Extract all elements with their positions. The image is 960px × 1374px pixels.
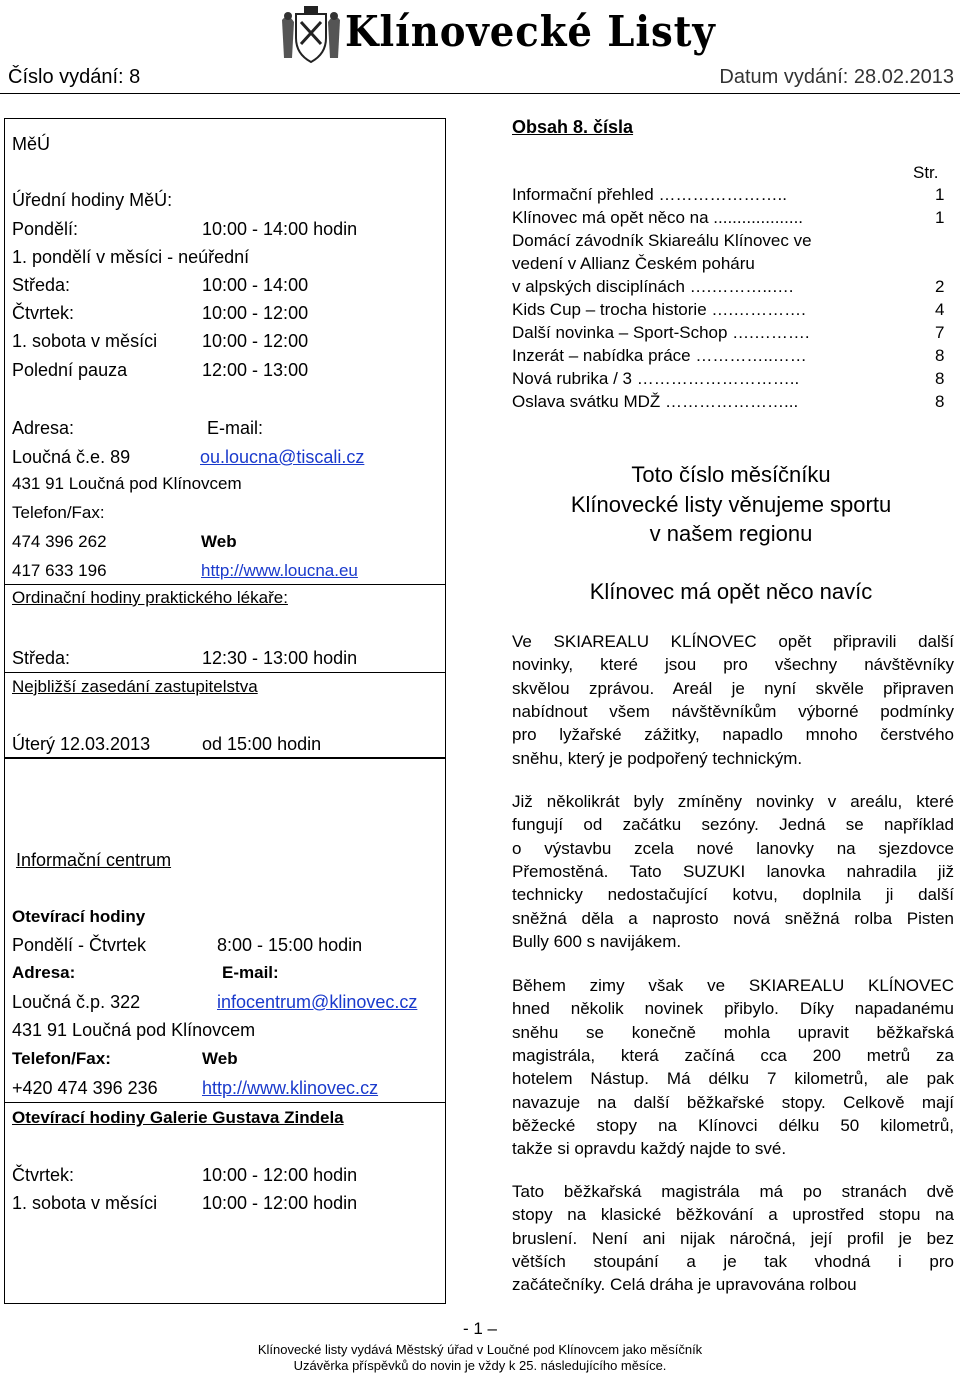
article-line: sněžná děla a naprosto nová sněžná rolba Pisten xyxy=(512,908,954,928)
toc-item-page: 1 xyxy=(935,185,945,204)
article-line: nabídnout všem návštěvníkům výborné podmínky xyxy=(512,701,954,721)
page-number: - 1 – xyxy=(462,1319,498,1338)
opening-hours-title: Otevírací hodiny xyxy=(12,907,146,926)
web-label: Web xyxy=(201,532,237,551)
article-line: pro lyžařské zážitky, napadlo mnoho čerstvého xyxy=(512,725,954,745)
toc-heading: Obsah 8. čísla xyxy=(512,117,634,137)
footer-deadline: Uzávěrka příspěvků do novin je vždy k 25. následujícího měsíce. xyxy=(293,1358,667,1373)
hours-label: Středa: xyxy=(12,275,71,295)
section-divider xyxy=(5,584,445,585)
office-hours-title: Úřední hodiny MěÚ: xyxy=(12,190,173,210)
issue-number: Číslo vydání: 8 xyxy=(8,66,141,88)
ic-city: 431 91 Loučná pod Klínovcem xyxy=(12,1020,256,1040)
ic-phone-label: Telefon/Fax: xyxy=(12,1049,111,1068)
newspaper-title: Klínovecké Listy xyxy=(345,7,716,56)
toc-item-page: 2 xyxy=(935,277,945,296)
section-divider xyxy=(5,1102,445,1103)
toc-item[interactable]: vedení v Allianz Českém poháru xyxy=(512,254,755,273)
opening-hours: 8:00 - 15:00 hodin xyxy=(217,935,363,955)
article-line: novinky, které jsou pro všechny návštěvníky xyxy=(512,655,954,675)
ic-email-link[interactable]: infocentrum@klinovec.cz xyxy=(217,992,418,1012)
toc-item-page: 8 xyxy=(935,346,945,365)
article-line: Bully 600 s navijákem. xyxy=(512,931,682,951)
hours-value: 10:00 - 14:00 xyxy=(202,275,309,295)
address-label: Adresa: xyxy=(12,418,75,438)
meeting-date: Úterý 12.03.2013 xyxy=(12,734,151,754)
article-line: sněhu se konečně mohla upravit běžkařská xyxy=(512,1022,954,1042)
gallery-label: 1. sobota v měsíci xyxy=(12,1193,158,1213)
web-link[interactable]: http://www.loucna.eu xyxy=(201,561,358,580)
article-line: fungují od začátku sezóny. Jedná se například xyxy=(512,815,954,835)
ic-web-label: Web xyxy=(202,1049,238,1068)
toc-item[interactable]: Další novinka – Sport-Schop ….………. xyxy=(512,323,810,342)
doctor-day: Středa: xyxy=(12,648,71,668)
ic-address-label: Adresa: xyxy=(12,963,76,982)
toc-item[interactable]: Inzerát – nabídka práce …………..…… xyxy=(512,346,807,365)
gallery-hours: 10:00 - 12:00 hodin xyxy=(202,1165,358,1185)
hours-label: Pondělí: xyxy=(12,219,79,239)
article-line: o výstavbu zcela nové lanovky na sjezdovce xyxy=(512,838,954,858)
gallery-title: Otevírací hodiny Galerie Gustava Zindela xyxy=(12,1108,344,1127)
article-line: stopy na klasické běžkování a uprostřed stopu na xyxy=(512,1205,954,1225)
hours-label: 1. sobota v měsíci xyxy=(12,331,158,351)
hours-label: 1. pondělí v měsíci - neúřední xyxy=(12,247,250,267)
toc-item-page: 8 xyxy=(935,392,945,411)
toc-item-page: 7 xyxy=(935,323,945,342)
footer-publisher: Klínovecké listy vydává Městský úřad v Loučné pod Klínovcem jako měsíčník xyxy=(257,1342,703,1357)
feature-line: Toto číslo měsíčníku xyxy=(631,462,831,487)
toc-item[interactable]: Nová rubrika / 3 ……………………….. xyxy=(512,369,800,388)
article-line: sněhu, který je podpořený technickým. xyxy=(512,748,803,768)
feature-line: Klínovecké listy věnujeme sportu xyxy=(570,492,892,517)
phone-value: 417 633 196 xyxy=(12,561,107,580)
header-divider xyxy=(0,93,960,94)
info-center-heading: Informační centrum xyxy=(16,850,172,870)
toc-item[interactable]: Kids Cup – trocha historie ….…………. xyxy=(512,300,806,319)
email-link[interactable]: ou.loucna@tiscali.cz xyxy=(200,447,365,467)
ic-web-link[interactable]: http://www.klinovec.cz xyxy=(202,1078,379,1098)
ic-phone: +420 474 396 236 xyxy=(12,1078,158,1098)
article-line: Již několikrát byly zmíněny novinky v areálu, které xyxy=(512,792,954,811)
article-line: takže si opravdu každý najde to své. xyxy=(512,1139,787,1159)
meeting-title: Nejbližší zasedání zastupitelstva xyxy=(12,677,258,696)
article-line: bruslení. Není ani nijak náročná, její profil je bez xyxy=(512,1228,954,1248)
toc-item[interactable]: v alpských disciplínách ….………..…. xyxy=(512,277,794,296)
hours-label: Polední pauza xyxy=(12,360,128,380)
section-divider xyxy=(5,672,445,673)
toc-item-page: 1 xyxy=(935,208,945,227)
address-value: Loučná č.e. 89 xyxy=(12,447,131,467)
issue-date: Datum vydání: 28.02.2013 xyxy=(719,66,954,88)
article-line: magistrála, která začíná cca 200 metrů za xyxy=(512,1045,954,1065)
article-line: navazuje na další běžkařské stopy. Celkově mají xyxy=(512,1092,954,1112)
article-line: skvělou zprávou. Areál je nyní skvěle připraven xyxy=(512,678,954,698)
article-line: Ve SKIAREALU KLÍNOVEC opět připravili další xyxy=(512,632,954,651)
article-line: Přemostěná. Tato SUZUKI lanovka nahradila již xyxy=(512,861,954,881)
toc-page-column: Str. xyxy=(913,163,939,182)
hours-value: 10:00 - 14:00 hodin xyxy=(202,219,358,239)
toc-item[interactable]: Klínovec má opět něco na ................... xyxy=(512,208,804,227)
phone-value: 474 396 262 xyxy=(12,532,107,551)
hours-value: 10:00 - 12:00 xyxy=(202,303,309,323)
article-line: Tato běžkařská magistrála má po stranách dvě xyxy=(512,1182,954,1201)
phone-label: Telefon/Fax: xyxy=(12,503,105,522)
article-line: začátečníky. Celá dráha je upravována rolbou xyxy=(512,1275,857,1295)
toc-item[interactable]: Domácí závodník Skiareálu Klínovec ve xyxy=(512,231,812,250)
article-line: běžecké stopy na Klínovci délku 50 kilometrů, xyxy=(512,1115,954,1135)
article-headline: Klínovec má opět něco navíc xyxy=(589,579,873,604)
hours-value: 10:00 - 12:00 xyxy=(202,331,309,351)
email-label: E-mail: xyxy=(207,418,264,438)
article-line: větších stoupání a je tak vhodná i pro xyxy=(512,1251,954,1271)
article-line: hned několik novinek přibylo. Díky napadanému xyxy=(512,999,954,1019)
article-line: Během zimy však ve SKIAREALU KLÍNOVEC xyxy=(512,976,954,995)
hours-value: 12:00 - 13:00 xyxy=(202,360,309,380)
muu-heading: MěÚ xyxy=(12,134,51,154)
doctor-hours: 12:30 - 13:00 hodin xyxy=(202,648,358,668)
toc-item[interactable]: Informační přehled ………………….. xyxy=(512,185,787,204)
article-line: technicky nedostačující kotvu, doplnila ji další xyxy=(512,885,954,905)
article-line: hotelem Nástup. Má délku 7 kilometrů, ale pak xyxy=(512,1069,954,1089)
gallery-label: Čtvrtek: xyxy=(12,1165,75,1185)
coat-of-arms-logo xyxy=(280,4,342,64)
gallery-hours: 10:00 - 12:00 hodin xyxy=(202,1193,358,1213)
hours-label: Čtvrtek: xyxy=(12,303,75,323)
city: 431 91 Loučná pod Klínovcem xyxy=(12,474,242,493)
meeting-time: od 15:00 hodin xyxy=(202,734,322,754)
doctor-hours-title: Ordinační hodiny praktického lékaře: xyxy=(12,588,288,607)
toc-item-page: 4 xyxy=(935,300,945,319)
ic-email-label: E-mail: xyxy=(222,963,279,982)
ic-address: Loučná č.p. 322 xyxy=(12,992,141,1012)
opening-days: Pondělí - Čtvrtek xyxy=(12,935,147,955)
toc-item[interactable]: Oslava svátku MDŽ …………………... xyxy=(512,392,799,411)
feature-line: v našem regionu xyxy=(649,521,813,546)
toc-item-page: 8 xyxy=(935,369,945,388)
